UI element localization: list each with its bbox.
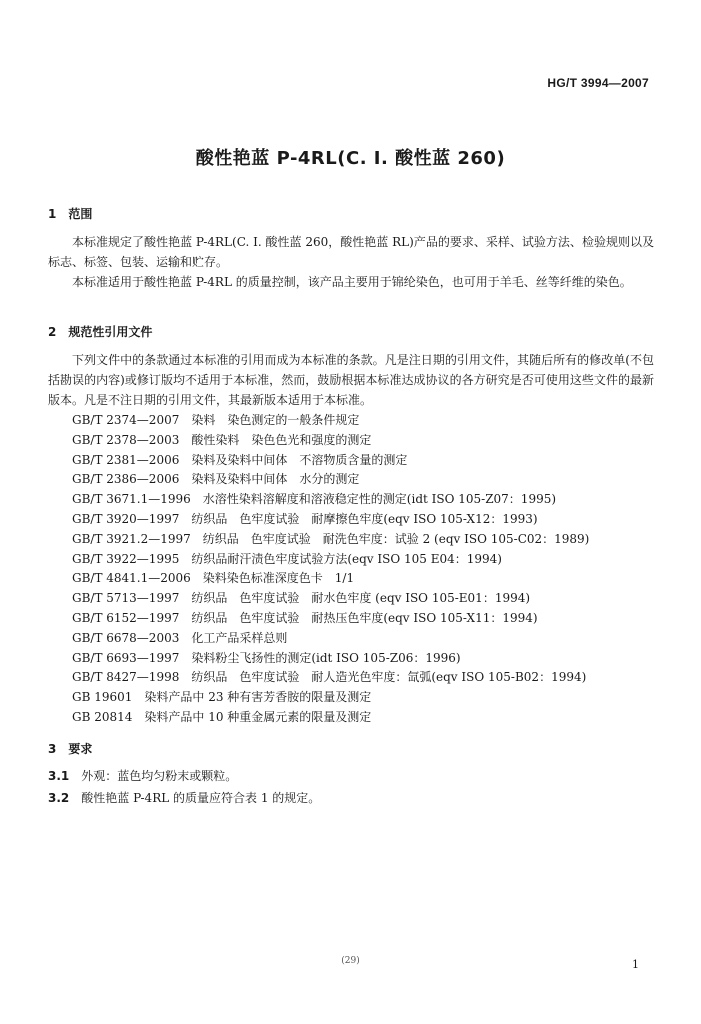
section-heading-scope: 1 范围 — [48, 207, 93, 221]
reference-item: GB/T 4841.1—2006 染料染色标准深度色卡 1/1 — [72, 571, 355, 586]
clause-3-1 — [48, 767, 237, 784]
standard-code: HG/T 3994—2007 — [547, 76, 649, 90]
clause-number: 3.1 — [48, 769, 70, 783]
reference-item: GB 19601 染料产品中 23 种有害芳香胺的限量及测定 — [72, 690, 372, 705]
reference-item: GB/T 3921.2—1997 纺织品 色牢度试验 耐洗色牢度：试验 2 (eqv ISO 105-C02：1989) — [72, 531, 590, 546]
reference-item: GB/T 2386—2006 染料及染料中间体 水分的测定 — [72, 472, 360, 487]
reference-item: GB/T 6152—1997 纺织品 色牢度试验 耐热压色牢度(eqv ISO 105-X11：1994) — [72, 610, 538, 625]
reference-item: GB/T 3922—1995 纺织品耐汗渍色牢度试验方法(eqv ISO 105 E04：1994) — [72, 551, 502, 566]
scope-paragraph-1: 本标准规定了酸性艳蓝 P-4RL(C. I. 酸性蓝 260，酸性艳蓝 RL)产品的要求、采样、试验方法、检验规则以及标志、标签、包装、运输和贮存。 — [48, 235, 654, 269]
reference-item: GB/T 3920—1997 纺织品 色牢度试验 耐摩擦色牢度(eqv ISO 105-X12：1993) — [72, 511, 538, 526]
references-intro-paragraph: 下列文件中的条款通过本标准的引用而成为本标准的条款。凡是注日期的引用文件，其随后所有的修改单(不包括勘误的内容)或修订版均不适用于本标准，然而，鼓励根据本标准达成协议的各方研究是否可使用这些文件的最新版本。凡是不注日期的引用文件，其最新版本适用于本标准。 — [48, 353, 654, 407]
document-title: 酸性艳蓝 P-4RL(C. I. 酸性蓝 260) — [195, 148, 506, 169]
clause-text: 酸性艳蓝 P-4RL 的质量应符合表 1 的规定。 — [81, 791, 321, 805]
section-heading-normative-references: 2 规范性引用文件 — [48, 325, 153, 339]
reference-list — [72, 411, 589, 728]
reference-item: GB/T 5713—1997 纺织品 色牢度试验 耐水色牢度 (eqv ISO 105-E01：1994) — [72, 591, 531, 606]
reference-item: GB/T 6693—1997 染料粉尘飞扬性的测定(idt ISO 105-Z06：1996) — [72, 650, 461, 665]
clause-text: 外观：蓝色均匀粉末或颗粒。 — [81, 769, 238, 783]
page-number: 1 — [632, 958, 639, 971]
reference-item: GB 20814 染料产品中 10 种重金属元素的限量及测定 — [72, 709, 372, 724]
reference-item: GB/T 3671.1—1996 水溶性染料溶解度和溶液稳定性的测定(idt ISO 105-Z07：1995) — [72, 492, 557, 507]
clause-number: 3.2 — [48, 791, 70, 805]
reference-item: GB/T 8427—1998 纺织品 色牢度试验 耐人造光色牢度：氙弧(eqv ISO 105-B02：1994) — [72, 670, 587, 685]
reference-item: GB/T 2378—2003 酸性染料 染色色光和强度的测定 — [72, 432, 372, 447]
clause-3-2 — [48, 789, 320, 806]
reference-item: GB/T 2381—2006 染料及染料中间体 不溶物质含量的测定 — [72, 452, 408, 467]
reference-item: GB/T 6678—2003 化工产品采样总则 — [72, 630, 288, 645]
section-heading-requirements: 3 要求 — [48, 742, 93, 756]
footer-sequence-number: (29) — [341, 956, 360, 966]
reference-item: GB/T 2374—2007 染料 染色测定的一般条件规定 — [72, 413, 360, 427]
scope-paragraph-2: 本标准适用于酸性艳蓝 P-4RL 的质量控制，该产品主要用于锦纶染色，也可用于羊毛、丝等纤维的染色。 — [72, 275, 632, 289]
